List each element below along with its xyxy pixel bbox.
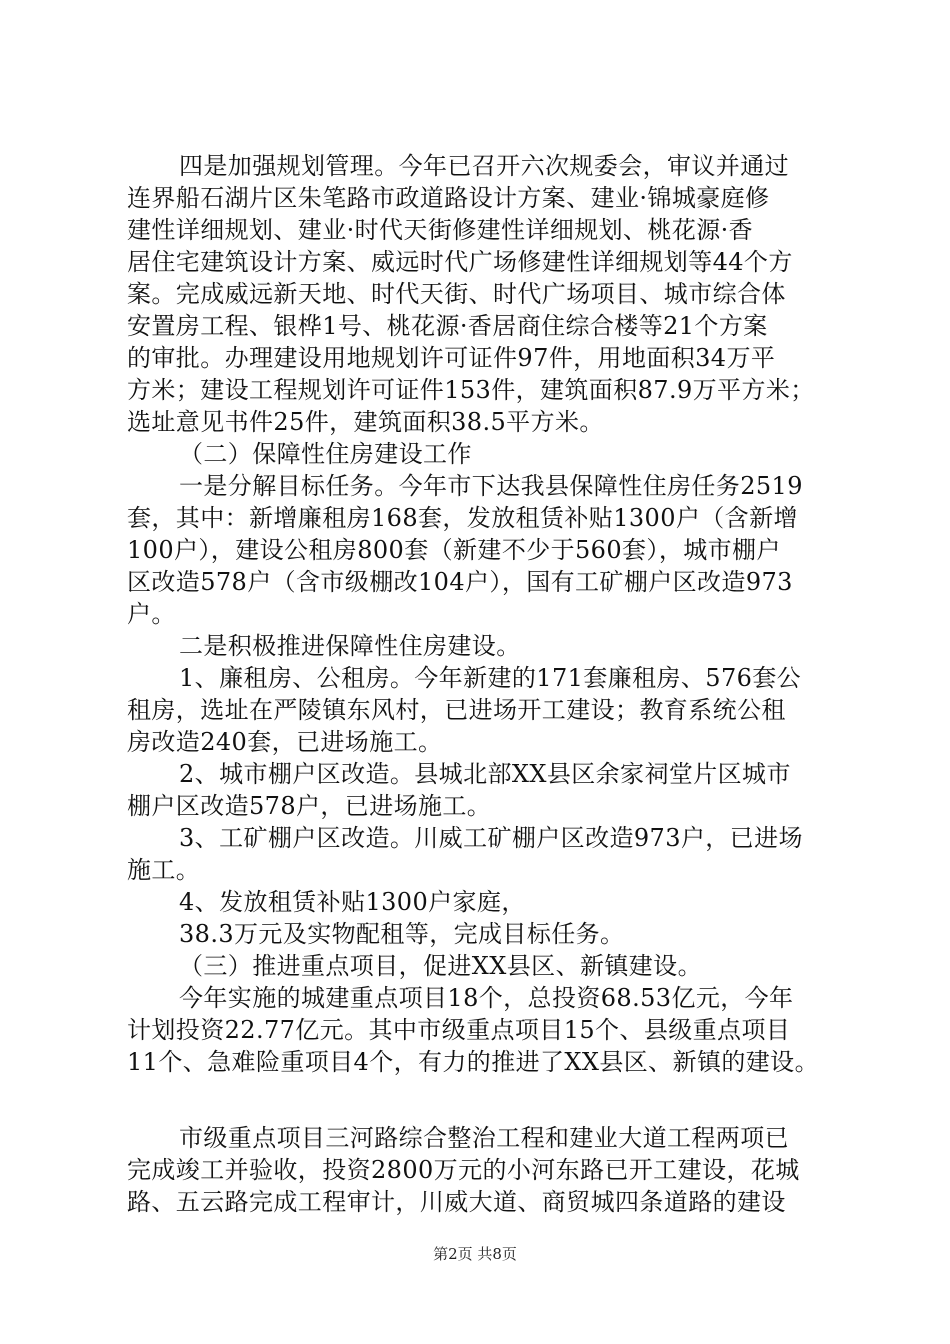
paragraph-line: 方米；建设工程规划许可证件153件，建筑面积87.9万平方米；	[127, 376, 815, 404]
paragraph-line: 案。完成威远新天地、时代天街、时代广场项目、城市综合体	[127, 280, 786, 308]
paragraph-line: 今年实施的城建重点项目18个，总投资68.53亿元，今年	[179, 984, 794, 1012]
paragraph-spacer	[127, 1078, 847, 1122]
paragraph-line: 11个、急难险重项目4个，有力的推进了XX县区、新镇的建设。	[127, 1048, 819, 1076]
paragraph-line: 四是加强规划管理。今年已召开六次规委会，审议并通过	[179, 152, 789, 180]
paragraph-line: 区改造578户（含市级棚改104户），国有工矿棚户区改造973	[127, 568, 793, 596]
paragraph-line: 2、城市棚户区改造。县城北部XX县区余家祠堂片区城市	[179, 760, 791, 788]
paragraph-line: 的审批。办理建设用地规划许可证件97件，用地面积34万平	[127, 344, 776, 372]
paragraph-line: 选址意见书件25件，建筑面积38.5平方米。	[127, 408, 604, 436]
paragraph-line: 居住宅建筑设计方案、威远时代广场修建性详细规划等44个方	[127, 248, 793, 276]
paragraph-line: 38.3万元及实物配租等，完成目标任务。	[179, 920, 625, 948]
paragraph-line: 完成竣工并验收，投资2800万元的小河东路已开工建设，花城	[127, 1156, 800, 1184]
paragraph-line: 一是分解目标任务。今年市下达我县保障性住房任务2519	[179, 472, 803, 500]
section-heading: （二）保障性住房建设工作	[179, 440, 472, 468]
page-footer	[0, 1244, 950, 1264]
page-number: 第2页 共8页	[433, 1245, 517, 1263]
paragraph-line: 建性详细规划、建业·时代天街修建性详细规划、桃花源·香	[127, 216, 754, 244]
paragraph-line: 套，其中：新增廉租房168套，发放租赁补贴1300户（含新增	[127, 504, 798, 532]
paragraph-line: 计划投资22.77亿元。其中市级重点项目15个、县级重点项目	[127, 1016, 791, 1044]
paragraph-line: 二是积极推进保障性住房建设。	[179, 632, 521, 660]
paragraph-line: 棚户区改造578户，已进场施工。	[127, 792, 492, 820]
paragraph-line: 租房，选址在严陵镇东风村，已进场开工建设；教育系统公租	[127, 696, 786, 724]
paragraph-line: 安置房工程、银桦1号、桃花源·香居商住综合楼等21个方案	[127, 312, 768, 340]
paragraph-line: 100户），建设公租房800套（新建不少于560套），城市棚户	[127, 536, 781, 564]
paragraph-line: 4、发放租赁补贴1300户家庭，	[179, 888, 526, 916]
paragraph-line: 市级重点项目三河路综合整治工程和建业大道工程两项已	[179, 1124, 789, 1152]
paragraph-line: 施工。	[127, 856, 201, 884]
paragraph-line: 3、工矿棚户区改造。川威工矿棚户区改造973户，已进场	[179, 824, 803, 852]
paragraph-line: 户。	[127, 600, 176, 628]
paragraph-line: 房改造240套，已进场施工。	[127, 728, 443, 756]
document-body	[127, 150, 847, 1218]
paragraph-line: 连界船石湖片区朱笔路市政道路设计方案、建业·锦城豪庭修	[127, 184, 770, 212]
paragraph-line: 路、五云路完成工程审计，川威大道、商贸城四条道路的建设	[127, 1188, 786, 1216]
section-heading: （三）推进重点项目，促进XX县区、新镇建设。	[179, 952, 702, 980]
paragraph-line: 1、廉租房、公租房。今年新建的171套廉租房、576套公	[179, 664, 802, 692]
